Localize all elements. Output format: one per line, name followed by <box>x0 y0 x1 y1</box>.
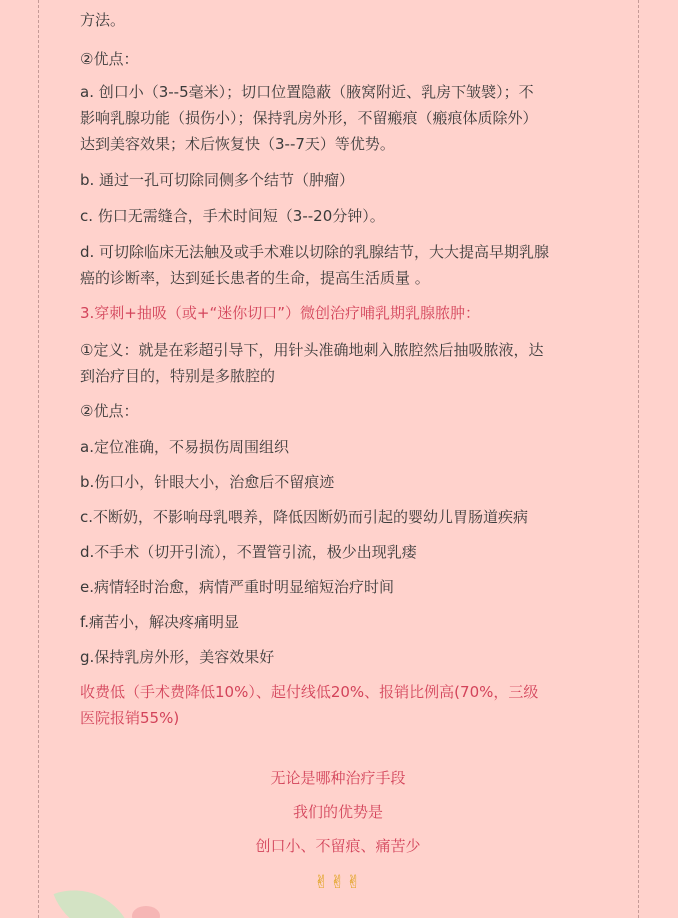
accent-text: 收费低（手术费降低10%）、起付线低20%、报销比例高(70%，三级 <box>80 683 539 701</box>
section-heading: ②优点： <box>80 402 139 420</box>
text-line: c. 伤口无需缝合，手术时间短（3--20分钟）。 <box>80 207 385 225</box>
text-line: e.病情轻时治愈，病情严重时明显缩短治疗时间 <box>80 578 394 596</box>
accent-text: 医院报销55%) <box>80 709 180 727</box>
text-line: a.定位准确，不易损伤周围组织 <box>80 438 289 456</box>
text-line: d.不手术（切开引流），不置管引流，极少出现乳瘘 <box>80 543 417 561</box>
text-line: a. 创口小（3--5毫米）；切口位置隐蔽（腋窝附近、乳房下皱襞）；不 <box>80 83 534 101</box>
center-text: 我们的优势是 <box>292 803 383 821</box>
text-line: d. 可切除临床无法触及或手术难以切除的乳腺结节，大大提高早期乳腺 <box>80 243 550 261</box>
text-line: ①定义：就是在彩超引导下，用针头准确地刺入脓腔然后抽吸脓液，达 <box>80 341 544 359</box>
text-line: 癌的诊断率，达到延长患者的生命，提高生活质量 。 <box>80 269 430 287</box>
section-heading: ②优点： <box>80 50 139 68</box>
flower-decoration <box>132 906 160 918</box>
text-line: c.不断奶，不影响母乳喂养，降低因断奶而引起的婴幼儿胃肠道疾病 <box>80 508 529 526</box>
center-text: 创口小、不留痕、痛苦少 <box>255 837 421 855</box>
victory-hand-icons: ✌✌✌ <box>313 872 363 893</box>
text-line: b. 通过一孔可切除同侧多个结节（肿瘤） <box>80 171 355 189</box>
text-line: 方法。 <box>80 11 126 29</box>
text-line: g.保持乳房外形，美容效果好 <box>80 648 275 666</box>
text-line: b.伤口小，针眼大小，治愈后不留痕迹 <box>80 473 335 491</box>
text-line: f.痛苦小，解决疼痛明显 <box>80 613 239 631</box>
text-line: 影响乳腺功能（损伤小）；保持乳房外形，不留瘢痕（瘢痕体质除外） <box>80 109 538 127</box>
text-line: 达到美容效果；术后恢复快（3--7天）等优势。 <box>80 135 395 153</box>
subheading-accent: 3.穿刺+抽吸（或+“迷你切口”）微创治疗哺乳期乳腺脓肿： <box>80 304 480 322</box>
center-text: 无论是哪种治疗手段 <box>270 769 406 787</box>
text-line: 到治疗目的，特别是多脓腔的 <box>80 367 276 385</box>
